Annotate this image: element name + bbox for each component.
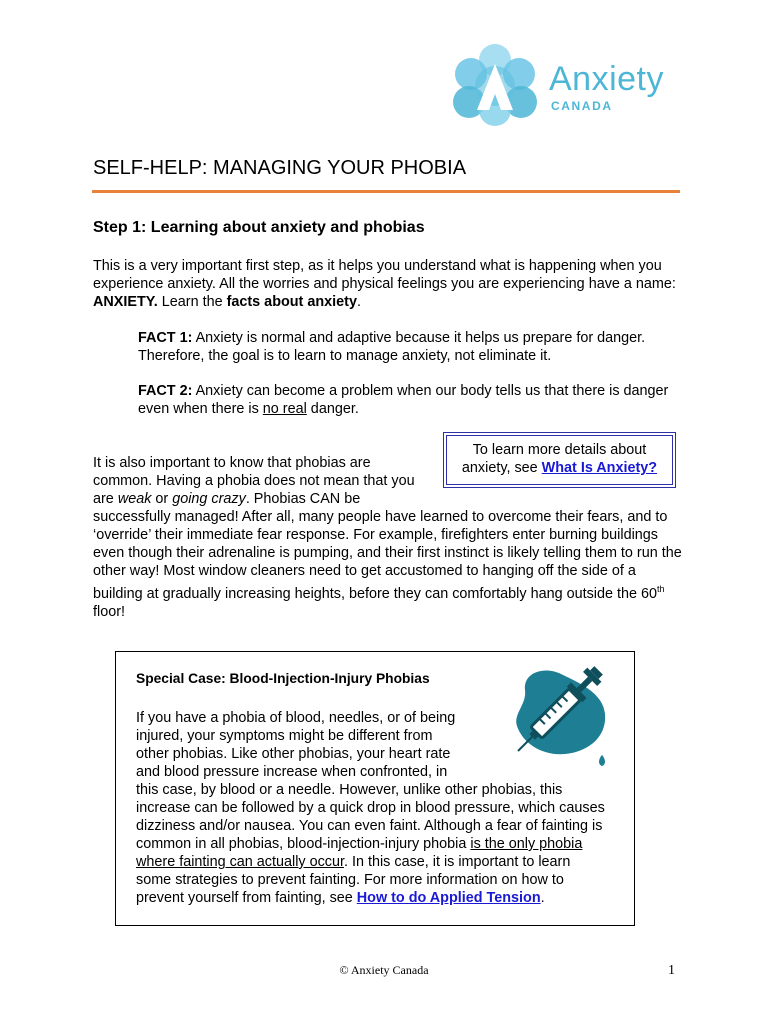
intro-paragraph bbox=[93, 257, 681, 311]
body-superscript: th bbox=[657, 584, 665, 594]
intro-anxiety-bold: ANXIETY. bbox=[93, 294, 158, 310]
special-case-text-2: . In this case, it is important to learn some strategies to prevent fainting. For more information on how to prevent yourself from fainting, see bbox=[136, 854, 571, 906]
special-case-text-1: If you have a phobia of blood, needles, or of being injured, your symptoms might be different from other phobias. Like other phobias, your heart rate and blood pressure increase when confronted, in this case, by blood or a needle. However, unlike other phobias, this increase can be followed by a quick drop in blood pressure, which causes dizziness and/or nausea. You can even faint. Although a fear of fainting is common in all phobias, blood-injection-injury phobia bbox=[136, 710, 605, 852]
fact-2-text-1: Anxiety can become a problem when our body tells us that there is danger even when there is bbox=[138, 383, 669, 417]
footer-copyright: © Anxiety Canada bbox=[339, 963, 429, 977]
intro-text-2: Learn the bbox=[157, 294, 227, 310]
body-text-3: floor! bbox=[93, 603, 125, 620]
syringe-icon bbox=[505, 656, 613, 776]
body-going-crazy: going crazy bbox=[172, 491, 246, 507]
logo-word: Anxiety bbox=[549, 60, 664, 98]
page-number: 1 bbox=[668, 963, 675, 978]
callout-line-2-prefix: anxiety, see bbox=[461, 460, 542, 476]
fact-1-label: FACT 1: bbox=[138, 330, 193, 346]
fact-1 bbox=[138, 329, 683, 365]
fact-2 bbox=[138, 382, 683, 418]
body-text-2: . Phobias CAN be successfully managed! After all, many people have learned to overcome their fears, and to ‘override’ their immediate fear response. For example, firefighters enter burning buildings even though their adrenaline is pumping, and their first instinct is likely telling them to run the other way! Most window cleaners need to get accustomed to hanging off the side of a building at gradually increasing heights, before they can comfortably hang outside the 60 bbox=[93, 491, 682, 602]
what-is-anxiety-link[interactable]: What Is Anxiety? bbox=[541, 460, 658, 476]
fact-2-text-2: danger. bbox=[306, 401, 359, 417]
intro-facts-bold: facts about anxiety bbox=[226, 294, 357, 310]
logo-mark-icon bbox=[447, 44, 543, 126]
callout-line-1: To learn more details about bbox=[472, 442, 647, 458]
logo-subtitle: CANADA bbox=[551, 99, 613, 113]
intro-text-3: . bbox=[356, 294, 361, 310]
fact-1-text: Anxiety is normal and adaptive because it helps us prepare for danger. Therefore, the goal is to learn to manage anxiety, not eliminate it. bbox=[138, 330, 646, 364]
body-or: or bbox=[151, 491, 173, 507]
step-heading: Step 1: Learning about anxiety and phobias bbox=[93, 219, 425, 236]
body-text-1: It is also important to know that phobias are common. Having a phobia does not mean that you are bbox=[93, 455, 415, 507]
special-case-title: Special Case: Blood-Injection-Injury Phobias bbox=[136, 671, 430, 686]
fact-2-label: FACT 2: bbox=[138, 383, 193, 399]
anxiety-canada-logo bbox=[447, 44, 687, 126]
body-weak: weak bbox=[117, 491, 152, 507]
applied-tension-link[interactable]: How to do Applied Tension bbox=[356, 890, 541, 906]
document-title: SELF-HELP: MANAGING YOUR PHOBIA bbox=[93, 157, 467, 179]
special-case-underlined: is the only phobia where fainting can actually occur bbox=[136, 836, 583, 870]
fact-2-underlined: no real bbox=[262, 401, 307, 417]
callout-line-2 bbox=[444, 459, 675, 477]
title-divider bbox=[92, 190, 680, 193]
special-case-text-3: . bbox=[540, 890, 545, 906]
intro-text-1: This is a very important first step, as it helps you understand what is happening when you experience anxiety. All the worries and physical feelings you are experiencing have a name: bbox=[93, 258, 676, 292]
callout-box bbox=[443, 432, 676, 488]
